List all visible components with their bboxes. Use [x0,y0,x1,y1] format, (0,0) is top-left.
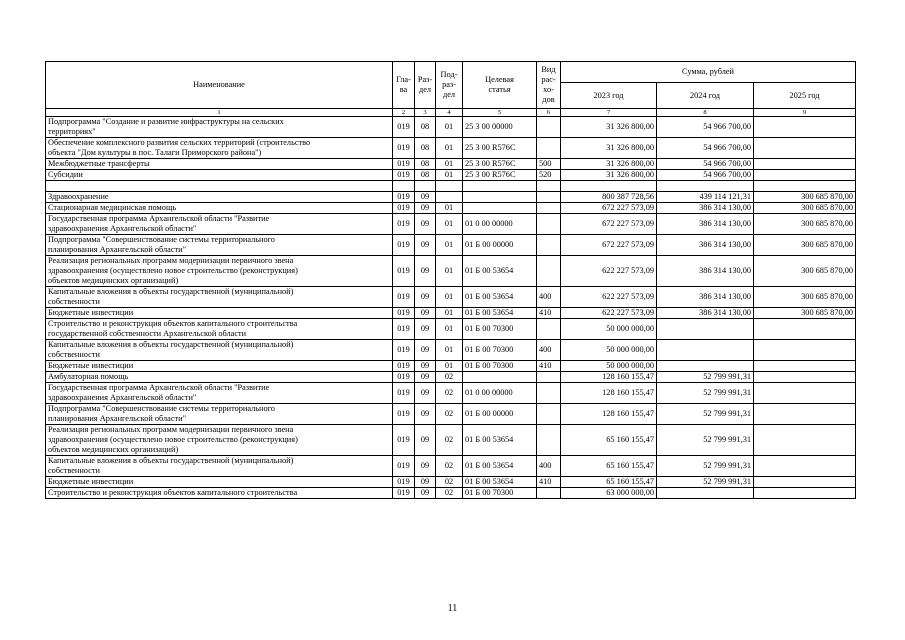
sum-2023 [561,181,657,192]
target-article-code: 01 Б 00 53654 [463,256,537,287]
expense-type-code: 520 [537,170,561,181]
subsection-code: 01 [436,235,463,256]
column-number: 8 [657,109,754,117]
target-article-code: 01 Б 00 70300 [463,340,537,361]
row-name [46,287,393,308]
subsection-code: 01 [436,256,463,287]
section-code: 09 [415,203,436,214]
row-name [46,361,393,372]
section-code: 09 [415,425,436,456]
row-name [46,235,393,256]
subsection-code: 01 [436,138,463,159]
header-glava: Гла- ва [393,62,415,109]
header-razdel: Раз- дел [415,62,436,109]
header-target-article: Целевая статья [463,62,537,109]
row-name [46,308,393,319]
row-name-line: Бюджетные инвестиции [48,477,134,486]
row-name-line: Государственная программа Архангельской области "Развитие [48,214,270,223]
expense-type-code [537,117,561,138]
sum-2025: 300 685 870,00 [754,308,856,319]
row-name-line: объектов медицинских организаций) [48,276,179,285]
sum-2025 [754,117,856,138]
chapter-code: 019 [393,372,415,383]
section-code: 08 [415,117,436,138]
subsection-code: 02 [436,425,463,456]
sum-2024: 52 799 991,31 [657,456,754,477]
expense-type-code: 410 [537,477,561,488]
sum-2023: 31 326 800,00 [561,159,657,170]
section-code: 08 [415,170,436,181]
column-number: 2 [393,109,415,117]
row-name-line: Реализация региональных программ модернизации первичного звена [48,425,294,434]
row-name [46,372,393,383]
chapter-code: 019 [393,256,415,287]
header-year-2025: 2025 год [754,83,856,109]
section-code: 09 [415,372,436,383]
column-number: 5 [463,109,537,117]
expense-type-code [537,192,561,203]
table-row [46,138,856,159]
sum-2024: 52 799 991,31 [657,383,754,404]
sum-2024 [657,361,754,372]
section-code: 09 [415,340,436,361]
sum-2024: 386 314 130,00 [657,287,754,308]
section-code: 08 [415,138,436,159]
sum-2024: 52 799 991,31 [657,477,754,488]
row-name-line: планирования Архангельской области" [48,414,186,423]
sum-2025 [754,425,856,456]
target-article-code: 01 Б 00 00000 [463,235,537,256]
header-expense-type: Вид рас- хо- дов [537,62,561,109]
expense-type-code [537,425,561,456]
sum-2023: 622 227 573,09 [561,256,657,287]
row-name-line: Стационарная медицинская помощь [48,203,177,212]
row-name [46,159,393,170]
sum-2024: 386 314 130,00 [657,308,754,319]
sum-2025 [754,404,856,425]
subsection-code: 02 [436,372,463,383]
section-code: 08 [415,159,436,170]
sum-2023: 31 326 800,00 [561,170,657,181]
sum-2023: 128 160 155,47 [561,372,657,383]
subsection-code: 02 [436,456,463,477]
expense-type-code: 400 [537,340,561,361]
sum-2024: 54 966 700,00 [657,117,754,138]
section-code: 09 [415,319,436,340]
subsection-code: 01 [436,340,463,361]
chapter-code: 019 [393,488,415,499]
row-name [46,319,393,340]
chapter-code: 019 [393,214,415,235]
table-row [46,477,856,488]
sum-2023: 65 160 155,47 [561,477,657,488]
row-name-line: Строительство и реконструкция объектов капитального строительства [48,319,298,328]
sum-2023: 65 160 155,47 [561,456,657,477]
expense-type-code [537,203,561,214]
section-code: 09 [415,383,436,404]
row-name [46,425,393,456]
header-year-2024: 2024 год [657,83,754,109]
subsection-code: 01 [436,117,463,138]
target-article-code: 01 Б 00 53654 [463,308,537,319]
section-code: 09 [415,456,436,477]
target-article-code [463,203,537,214]
section-code: 09 [415,477,436,488]
table-row [46,319,856,340]
sum-2023: 672 227 573,09 [561,203,657,214]
expense-type-code [537,256,561,287]
row-name [46,340,393,361]
table-row [46,404,856,425]
subsection-code: 02 [436,477,463,488]
sum-2025 [754,372,856,383]
sum-2023: 672 227 573,09 [561,214,657,235]
sum-2023: 50 000 000,00 [561,319,657,340]
row-name [46,477,393,488]
chapter-code: 019 [393,235,415,256]
target-article-code [463,192,537,203]
sum-2023: 622 227 573,09 [561,287,657,308]
sum-2025: 300 685 870,00 [754,214,856,235]
header-name: Наименование [46,62,393,109]
sum-2025 [754,340,856,361]
table-row [46,488,856,499]
sum-2025 [754,477,856,488]
expense-type-code [537,235,561,256]
sum-2023: 672 227 573,09 [561,235,657,256]
chapter-code: 019 [393,203,415,214]
row-name-line: территориях" [48,127,96,136]
table-row [46,287,856,308]
row-name-line: планирования Архангельской области" [48,245,186,254]
row-name-line: собственности [48,297,100,306]
section-code [415,181,436,192]
row-name-line: здравоохранения (осуществлено новое строительство (реконструкция) [48,266,298,275]
column-number: 7 [561,109,657,117]
sum-2025: 300 685 870,00 [754,203,856,214]
expense-type-code [537,214,561,235]
table-row [46,383,856,404]
expense-type-code [537,372,561,383]
expense-type-code: 400 [537,287,561,308]
expense-type-code [537,319,561,340]
sum-2023: 63 000 000,00 [561,488,657,499]
sum-2024 [657,181,754,192]
budget-table-body [46,117,856,499]
row-name [46,203,393,214]
target-article-code: 25 3 00 R576C [463,170,537,181]
target-article-code: 01 Б 00 53654 [463,456,537,477]
chapter-code: 019 [393,308,415,319]
row-name [46,214,393,235]
sum-2024 [657,319,754,340]
sum-2025: 300 685 870,00 [754,235,856,256]
row-name [46,404,393,425]
row-name-line: государственной собственности Архангельской области [48,329,247,338]
row-name-line: Капитальные вложения в объекты государственной (муниципальной) [48,340,294,349]
sum-2025 [754,170,856,181]
sum-2023: 50 000 000,00 [561,340,657,361]
sum-2024: 52 799 991,31 [657,372,754,383]
chapter-code: 019 [393,383,415,404]
sum-2024: 54 966 700,00 [657,138,754,159]
row-name-line: собственности [48,466,100,475]
subsection-code [436,181,463,192]
row-name-line: Здравоохранение [48,192,109,201]
table-row [46,192,856,203]
sum-2024: 52 799 991,31 [657,404,754,425]
sum-2024: 439 114 121,31 [657,192,754,203]
sum-2025 [754,456,856,477]
subsection-code: 01 [436,319,463,340]
expense-type-code [537,138,561,159]
row-name-line: Обеспечение комплексного развития сельских территорий (строительство [48,138,311,147]
subsection-code: 01 [436,287,463,308]
column-number: 3 [415,109,436,117]
row-name-line: Подпрограмма "Совершенствование системы территориального [48,235,275,244]
row-name-line: Подпрограмма "Совершенствование системы территориального [48,404,275,413]
row-name-line: Субсидии [48,170,83,179]
sum-2025 [754,159,856,170]
row-name [46,138,393,159]
subsection-code: 02 [436,488,463,499]
row-name-line: Строительство и реконструкция объектов капитального строительства [48,488,298,497]
sum-2024: 54 966 700,00 [657,159,754,170]
section-code: 09 [415,192,436,203]
target-article-code: 01 Б 00 53654 [463,477,537,488]
table-row [46,456,856,477]
sum-2024 [657,340,754,361]
row-name-line: объекта "Дом культуры в пос. Талаги Приморского района") [48,148,262,157]
sum-2025 [754,181,856,192]
chapter-code: 019 [393,192,415,203]
row-name-line: Бюджетные инвестиции [48,308,134,317]
expense-type-code [537,404,561,425]
target-article-code: 25 3 00 R576C [463,159,537,170]
target-article-code: 25 3 00 00000 [463,117,537,138]
subsection-code: 01 [436,203,463,214]
target-article-code: 01 0 00 00000 [463,214,537,235]
subsection-code: 02 [436,383,463,404]
expense-type-code: 500 [537,159,561,170]
sum-2023: 50 000 000,00 [561,361,657,372]
row-name [46,383,393,404]
target-article-code: 01 0 00 00000 [463,383,537,404]
row-name-line: объектов медицинских организаций) [48,445,179,454]
subsection-code: 01 [436,308,463,319]
table-row [46,256,856,287]
expense-type-code: 400 [537,456,561,477]
column-number: 9 [754,109,856,117]
chapter-code: 019 [393,117,415,138]
table-row [46,214,856,235]
chapter-code: 019 [393,319,415,340]
row-name-line: Межбюджетные трансферты [48,159,150,168]
row-name [46,488,393,499]
expense-type-code: 410 [537,361,561,372]
sum-2024: 386 314 130,00 [657,256,754,287]
sum-2025 [754,138,856,159]
sum-2024: 386 314 130,00 [657,235,754,256]
sum-2023: 622 227 573,09 [561,308,657,319]
row-name-line: Реализация региональных программ модернизации первичного звена [48,256,294,265]
header-year-2023: 2023 год [561,83,657,109]
row-name [46,181,393,192]
subsection-code: 01 [436,361,463,372]
target-article-code: 01 Б 00 53654 [463,287,537,308]
sum-2024: 54 966 700,00 [657,170,754,181]
row-name [46,117,393,138]
row-name [46,192,393,203]
row-name-line: Государственная программа Архангельской области "Развитие [48,383,270,392]
row-name-line: здравоохранения (осуществлено новое строительство (реконструкция) [48,435,298,444]
chapter-code: 019 [393,170,415,181]
sum-2025 [754,319,856,340]
target-article-code: 01 Б 00 70300 [463,488,537,499]
chapter-code: 019 [393,404,415,425]
target-article-code: 01 Б 00 70300 [463,361,537,372]
row-name-line: Капитальные вложения в объекты государственной (муниципальной) [48,287,294,296]
chapter-code: 019 [393,138,415,159]
chapter-code: 019 [393,287,415,308]
header-sum: Сумма, рублей [561,62,856,83]
table-row [46,361,856,372]
section-code: 09 [415,404,436,425]
target-article-code: 25 3 00 R576C [463,138,537,159]
sum-2025 [754,361,856,372]
target-article-code: 01 Б 00 53654 [463,425,537,456]
expense-type-code [537,383,561,404]
table-row [46,159,856,170]
sum-2023: 65 160 155,47 [561,425,657,456]
table-row [46,372,856,383]
sum-2025 [754,488,856,499]
column-number: 4 [436,109,463,117]
table-row [46,170,856,181]
sum-2024: 52 799 991,31 [657,425,754,456]
row-name-line: Капитальные вложения в объекты государственной (муниципальной) [48,456,294,465]
chapter-code: 019 [393,477,415,488]
sum-2025 [754,383,856,404]
row-name-line: Подпрограмма "Создание и развитие инфраструктуры на сельских [48,117,284,126]
target-article-code [463,181,537,192]
budget-table [45,61,856,499]
row-name-line: здравоохранения Архангельской области" [48,393,197,402]
expense-type-code [537,181,561,192]
row-name-line: здравоохранения Архангельской области" [48,224,197,233]
sum-2023: 800 387 728,56 [561,192,657,203]
column-number: 1 [46,109,393,117]
target-article-code: 01 Б 00 00000 [463,404,537,425]
subsection-code [436,192,463,203]
section-code: 09 [415,214,436,235]
target-article-code: 01 Б 00 70300 [463,319,537,340]
sum-2023: 31 326 800,00 [561,138,657,159]
section-code: 09 [415,287,436,308]
column-numbers-row [46,109,856,117]
table-row [46,117,856,138]
row-name-line: Бюджетные инвестиции [48,361,134,370]
sum-2024 [657,488,754,499]
expense-type-code: 410 [537,308,561,319]
section-code: 09 [415,256,436,287]
row-name-line: Амбулаторная помощь [48,372,129,381]
chapter-code: 019 [393,361,415,372]
sum-2025: 300 685 870,00 [754,287,856,308]
subsection-code: 02 [436,404,463,425]
subsection-code: 01 [436,159,463,170]
chapter-code: 019 [393,425,415,456]
table-row [46,340,856,361]
sum-2024: 386 314 130,00 [657,203,754,214]
row-name [46,170,393,181]
expense-type-code [537,488,561,499]
chapter-code: 019 [393,159,415,170]
sum-2023: 128 160 155,47 [561,404,657,425]
section-code: 09 [415,488,436,499]
table-row [46,308,856,319]
sum-2023: 128 160 155,47 [561,383,657,404]
sum-2025: 300 685 870,00 [754,192,856,203]
section-code: 09 [415,308,436,319]
section-code: 09 [415,361,436,372]
sum-2024: 386 314 130,00 [657,214,754,235]
header-podrazdel: Под- раз- дел [436,62,463,109]
target-article-code [463,372,537,383]
table-row [46,235,856,256]
sum-2025: 300 685 870,00 [754,256,856,287]
chapter-code: 019 [393,340,415,361]
subsection-code: 01 [436,214,463,235]
row-name [46,456,393,477]
sum-2023: 31 326 800,00 [561,117,657,138]
table-row [46,203,856,214]
section-code: 09 [415,235,436,256]
chapter-code [393,181,415,192]
chapter-code: 019 [393,456,415,477]
table-row [46,425,856,456]
column-number: 6 [537,109,561,117]
subsection-code: 01 [436,170,463,181]
page-number: 11 [447,603,458,614]
row-name [46,256,393,287]
table-row [46,181,856,192]
row-name-line: собственности [48,350,100,359]
